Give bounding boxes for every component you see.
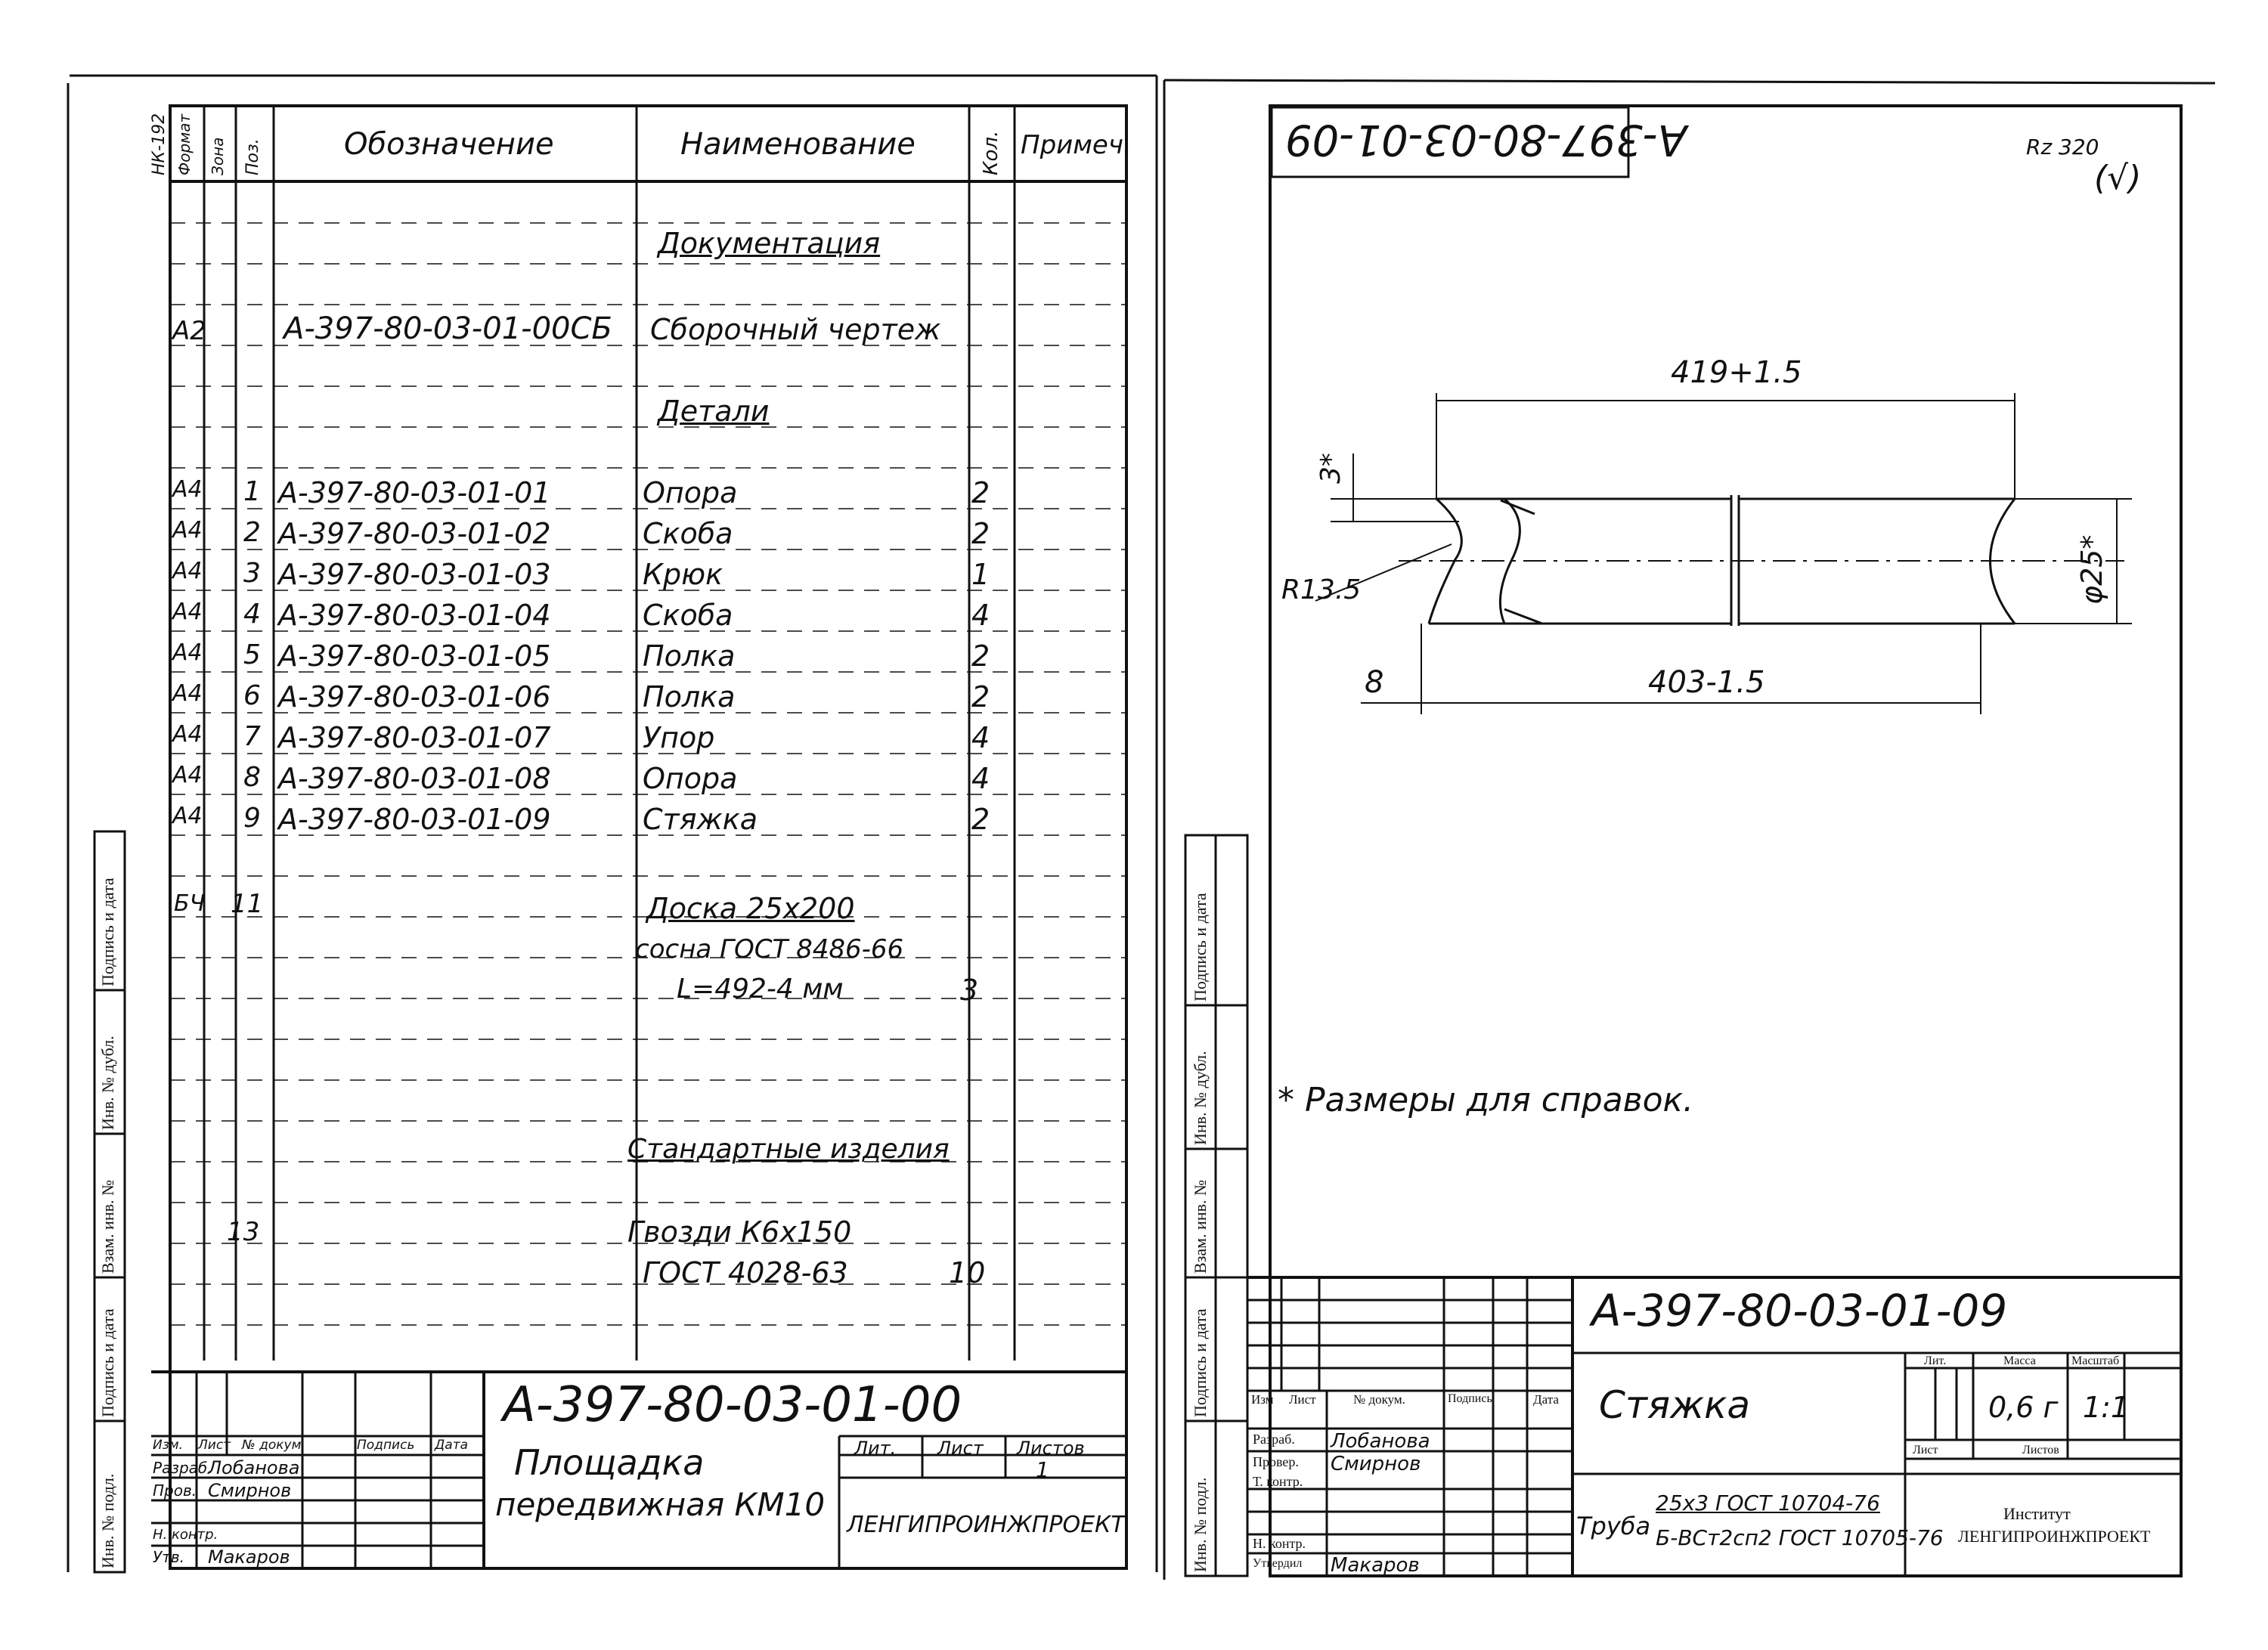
part-qty: 4 xyxy=(971,721,990,754)
part-designation: А-397-80-03-01-04 xyxy=(278,599,551,632)
right-stamp-nkontr: Н. контр. xyxy=(1253,1536,1306,1551)
right-stamp-h-sign: Подпись xyxy=(1448,1392,1492,1405)
board-pos: 11 xyxy=(231,889,264,919)
right-stamp-designation: А-397-80-03-01-09 xyxy=(1591,1285,2008,1336)
part-pos: 3 xyxy=(243,558,261,589)
right-side-label-1: Подпись и дата xyxy=(1191,1308,1210,1417)
part-designation: А-397-80-03-01-01 xyxy=(278,476,551,509)
left-stamp-razrab-name: Лобанова xyxy=(208,1457,300,1478)
board-qty: 3 xyxy=(960,974,979,1007)
right-stamp-listov: Листов xyxy=(2022,1444,2059,1457)
left-stamp-listov-val: 1 xyxy=(1036,1457,1049,1482)
left-stamp-nkontr: Н. контр. xyxy=(153,1527,218,1543)
left-stamp-lit: Лит. xyxy=(854,1438,897,1459)
right-stamp-material-top: 25х3 ГОСТ 10704-76 xyxy=(1656,1491,1880,1515)
part-format: А4 xyxy=(172,476,203,503)
left-side-label-1: Подпись и дата xyxy=(98,1308,117,1417)
right-stamp-title: Стяжка xyxy=(1599,1383,1750,1427)
header-zone: Зона xyxy=(209,137,227,175)
left-stamp-h-izm: Изм. xyxy=(153,1438,183,1453)
part-format: А4 xyxy=(172,639,203,666)
right-side-label-3: Инв. № дубл. xyxy=(1191,1051,1210,1145)
left-stamp-list: Лист xyxy=(937,1438,984,1459)
part-name: Упор xyxy=(643,721,715,754)
right-stamp-list: Лист xyxy=(1913,1444,1938,1457)
right-stamp-scale-val: 1:1 xyxy=(2083,1391,2130,1424)
header-name: Наименование xyxy=(680,127,916,162)
part-pos: 2 xyxy=(243,517,261,548)
right-stamp-prov: Провер. xyxy=(1253,1454,1299,1469)
part-format: А4 xyxy=(172,558,203,584)
left-stamp-h-list: Лист xyxy=(198,1438,231,1453)
board-format: БЧ xyxy=(174,890,206,917)
right-stamp-h-izm: Изм xyxy=(1251,1392,1274,1407)
roughness-mark: (√) xyxy=(2094,159,2142,197)
left-stamp-razrab: Разраб. xyxy=(153,1459,212,1477)
header-pos: Поз. xyxy=(243,138,262,175)
right-stamp-h-doc: № докум. xyxy=(1353,1392,1405,1407)
reference-note: * Размеры для справок. xyxy=(1278,1081,1694,1119)
part-designation: А-397-80-03-01-09 xyxy=(278,803,551,836)
right-stamp-razrab: Разраб. xyxy=(1253,1432,1295,1447)
assembly-designation: А-397-80-03-01-00СБ xyxy=(284,311,612,346)
right-stamp-utv: Утвердил xyxy=(1253,1557,1303,1570)
part-qty: 2 xyxy=(971,476,990,509)
part-pos: 6 xyxy=(243,680,261,711)
part-name: Полка xyxy=(643,680,736,714)
left-side-label-3: Инв. № дубл. xyxy=(98,1036,117,1130)
left-stamp-h-date: Дата xyxy=(435,1438,469,1453)
right-stamp-h-date: Дата xyxy=(1533,1392,1559,1407)
part-designation: А-397-80-03-01-05 xyxy=(278,639,551,673)
part-name: Опора xyxy=(643,762,738,795)
dim-three: 3* xyxy=(1315,453,1346,484)
header-qty: Кол. xyxy=(980,130,1002,175)
part-designation: А-397-80-03-01-07 xyxy=(278,721,551,754)
mirrored-code: А-397-80-03-01-09 xyxy=(1285,115,1687,164)
part-format: А4 xyxy=(172,803,203,829)
left-stamp-h-sign: Подпись xyxy=(357,1438,415,1453)
right-stamp-h-list: Лист xyxy=(1289,1392,1316,1407)
right-stamp-utv-name: Макаров xyxy=(1331,1554,1420,1577)
board-line2: сосна ГОСТ 8486-66 xyxy=(635,934,904,964)
left-stamp-utv-name: Макаров xyxy=(208,1546,290,1568)
right-stamp-material-prefix: Труба xyxy=(1576,1512,1651,1540)
assembly-name: Сборочный чертеж xyxy=(650,313,941,346)
part-qty: 2 xyxy=(971,517,990,550)
part-pos: 4 xyxy=(243,599,261,630)
board-line1: Доска 25х200 xyxy=(646,892,855,925)
section-documentation: Документация xyxy=(658,227,881,260)
right-side-label-2: Взам. инв. № xyxy=(1191,1180,1210,1274)
left-stamp-org: ЛЕНГИПРОИНЖПРОЕКТ xyxy=(847,1512,1125,1538)
part-format: А4 xyxy=(172,762,203,788)
part-name: Опора xyxy=(643,476,738,509)
roughness: Rz 320 xyxy=(2026,135,2099,159)
corner-code: НК-192 xyxy=(150,113,169,175)
right-side-label-4: Подпись и дата xyxy=(1191,893,1210,1001)
part-qty: 4 xyxy=(971,599,990,632)
left-stamp-designation: А-397-80-03-01-00 xyxy=(503,1377,962,1433)
part-format: А4 xyxy=(172,680,203,707)
right-side-label-0: Инв. № подл. xyxy=(1191,1477,1210,1572)
left-stamp-title1: Площадка xyxy=(514,1442,705,1483)
part-pos: 9 xyxy=(243,803,261,834)
dim-bottom-length: 403-1.5 xyxy=(1648,665,1765,700)
dim-top-length: 419+1.5 xyxy=(1671,355,1802,390)
part-name: Скоба xyxy=(643,517,733,550)
nails-pos: 13 xyxy=(227,1217,260,1247)
right-stamp-razrab-name: Лобанова xyxy=(1331,1430,1430,1453)
dim-offset-8: 8 xyxy=(1365,665,1384,700)
part-pos: 5 xyxy=(243,639,261,670)
assembly-format: А2 xyxy=(172,316,206,346)
right-stamp-prov-name: Смирнов xyxy=(1331,1453,1421,1475)
part-name: Стяжка xyxy=(643,803,758,836)
left-stamp-prov-name: Смирнов xyxy=(208,1480,292,1501)
header-format: Формат xyxy=(175,113,194,175)
part-designation: А-397-80-03-01-06 xyxy=(278,680,551,714)
header-note: Примеч. xyxy=(1021,130,1132,160)
part-qty: 2 xyxy=(971,639,990,673)
left-stamp-listov: Листов xyxy=(1017,1438,1085,1459)
left-stamp-utv: Утв. xyxy=(153,1548,184,1566)
left-side-label-2: Взам. инв. № xyxy=(98,1180,117,1274)
nails-line1: Гвозди К6х150 xyxy=(627,1215,852,1249)
right-stamp-institute: Институт xyxy=(2003,1504,2071,1523)
nails-line2: ГОСТ 4028-63 xyxy=(643,1256,848,1289)
left-stamp-title2: передвижная КМ10 xyxy=(495,1486,826,1523)
part-qty: 2 xyxy=(971,680,990,714)
header-designation: Обозначение xyxy=(344,127,554,162)
right-stamp-material-bottom: Б-ВСт2сп2 ГОСТ 10705-76 xyxy=(1656,1525,1944,1550)
part-designation: А-397-80-03-01-08 xyxy=(278,762,551,795)
part-format: А4 xyxy=(172,599,203,625)
dim-diameter: φ25* xyxy=(2075,534,2108,605)
board-line3: L=492-4 мм xyxy=(677,974,844,1005)
right-stamp-scale: Масштаб xyxy=(2071,1354,2120,1367)
right-stamp-mass: Масса xyxy=(2003,1354,2036,1367)
part-pos: 8 xyxy=(243,762,261,793)
part-format: А4 xyxy=(172,721,203,748)
part-name: Полка xyxy=(643,639,736,673)
part-qty: 2 xyxy=(971,803,990,836)
part-qty: 1 xyxy=(971,558,990,591)
part-name: Скоба xyxy=(643,599,733,632)
part-pos: 7 xyxy=(243,721,261,752)
part-qty: 4 xyxy=(971,762,990,795)
nails-qty: 10 xyxy=(949,1256,986,1289)
left-stamp-h-doc: № докум. xyxy=(242,1438,305,1453)
right-stamp-org: ЛЕНГИПРОИНЖПРОЕКТ xyxy=(1958,1527,2151,1546)
part-pos: 1 xyxy=(243,476,261,507)
left-side-label-0: Инв. № подл. xyxy=(98,1473,117,1568)
part-designation: А-397-80-03-01-02 xyxy=(278,517,551,550)
right-stamp-mass-val: 0,6 г xyxy=(1988,1391,2059,1424)
part-designation: А-397-80-03-01-03 xyxy=(278,558,551,591)
right-stamp-tkontr: Т. контр. xyxy=(1253,1474,1303,1489)
dim-radius: R13.5 xyxy=(1281,574,1362,605)
section-standard: Стандартные изделия xyxy=(627,1134,950,1165)
left-stamp-prov: Пров. xyxy=(153,1481,197,1500)
left-side-label-4: Подпись и дата xyxy=(98,878,117,986)
section-parts: Детали xyxy=(658,395,770,428)
part-format: А4 xyxy=(172,517,203,543)
right-stamp-lit: Лит. xyxy=(1924,1354,1947,1367)
part-name: Крюк xyxy=(643,558,723,591)
